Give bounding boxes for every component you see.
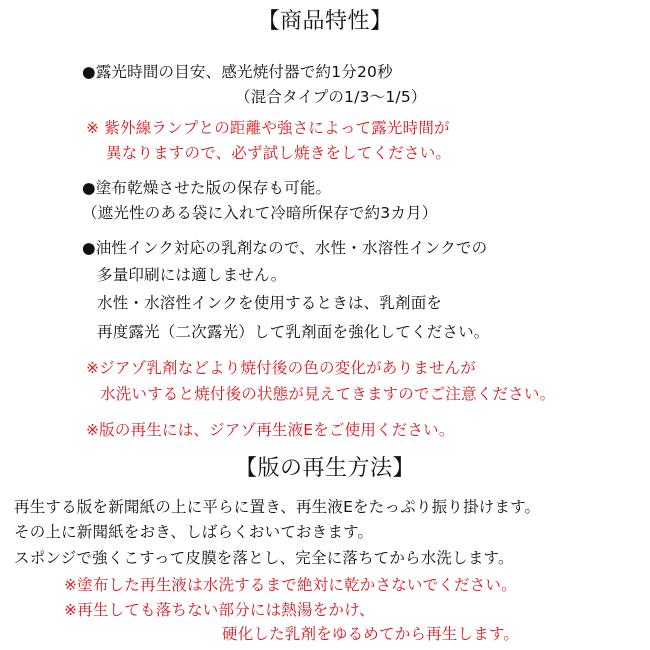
exposure-time-line-1: ●露光時間の目安、感光焼付器で約1分20秒 xyxy=(82,63,393,81)
regeneration-step-line-3: スポンジで強くこすって皮膜を落とし、完全に落ちてから水洗します。 xyxy=(14,549,514,567)
regeneration-heading: 【版の再生方法】 xyxy=(234,456,415,481)
exposure-note-line-1: ※ 紫外線ランプとの距離や強さによって露光時間が xyxy=(86,119,450,137)
regeneration-note-line-3: 硬化した乳剤をゆるめてから再生します。 xyxy=(222,625,520,643)
recycle-note: ※版の再生には、ジアゾ再生液Eをご使用ください。 xyxy=(86,421,455,439)
color-change-note-line-2: 水洗いすると焼付後の状態が見えてきますのでご注意ください。 xyxy=(100,385,556,403)
regeneration-step-line-1: 再生する版を新聞紙の上に平らに置き、再生液Eをたっぷり振り掛けます。 xyxy=(14,498,541,516)
ink-line-4: 再度露光（二次露光）して乳剤面を強化してください。 xyxy=(97,323,490,341)
exposure-time-line-2: （混合タイプの1/3～1/5） xyxy=(235,88,427,106)
color-change-note-line-1: ※ジアゾ乳剤などより焼付後の色の変化がありませんが xyxy=(86,359,476,377)
regeneration-note-line-2: ※再生しても落ちない部分には熱湯をかけ、 xyxy=(64,601,375,619)
product-features-heading: 【商品特性】 xyxy=(257,9,393,34)
ink-line-3: 水性・水溶性インクを使用するときは、乳剤面を xyxy=(97,294,443,312)
storage-line-1: ●塗布乾燥させた版の保存も可能。 xyxy=(82,179,332,197)
ink-line-2: 多量印刷には適しません。 xyxy=(97,266,287,284)
regeneration-note-line-1: ※塗布した再生液は水洗するまで絶対に乾かさないでください。 xyxy=(64,576,517,594)
exposure-note-line-2: 異なりますので、必ず試し焼きをしてください。 xyxy=(106,144,452,162)
regeneration-step-line-2: その上に新聞紙をおき、しばらくおいておきます。 xyxy=(14,523,374,541)
storage-line-2: （遮光性のある袋に入れて冷暗所保存で約3カ月） xyxy=(82,204,438,222)
ink-line-1: ●油性インク対応の乳剤なので、水性・水溶性インクでの xyxy=(82,239,488,257)
